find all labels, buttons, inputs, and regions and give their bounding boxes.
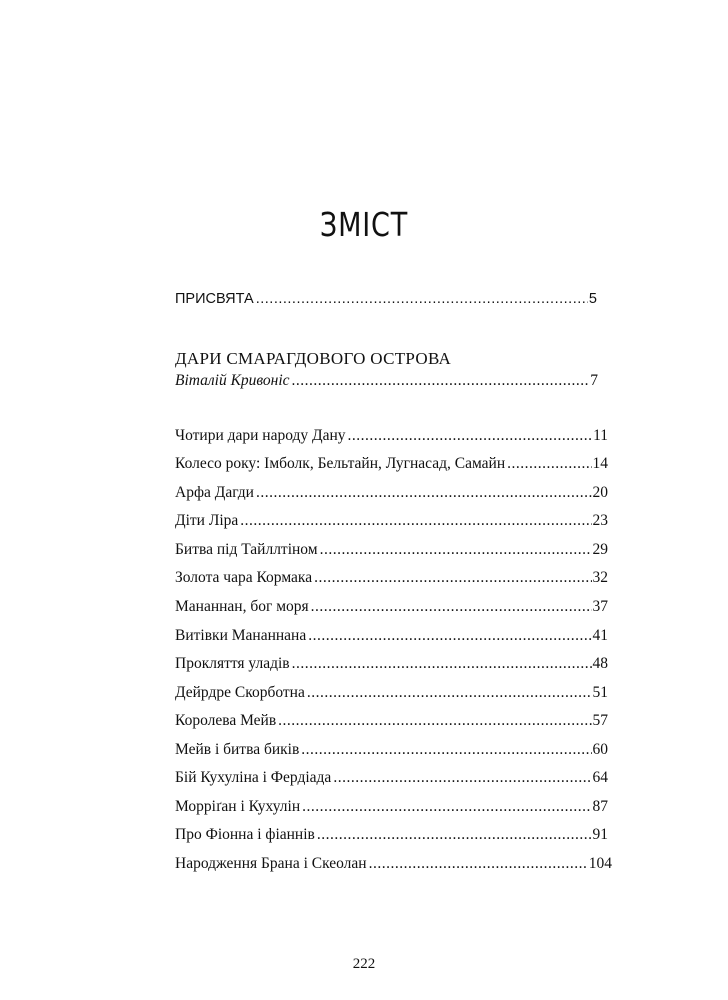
section-author: Віталій Кривоніс [175,372,290,389]
toc-leader-dots [507,452,591,476]
page-number: 222 [352,956,376,972]
toc-leader-dots [301,738,591,762]
toc-entry-section-author [175,369,598,393]
toc-leader-dots [307,681,592,705]
toc-entry-page: 57 [592,712,608,729]
toc-entry [175,681,608,705]
toc-entry [175,538,608,562]
toc-entry-label: Мананнан, бог моря [175,598,309,615]
toc-entry [175,823,608,847]
toc-entry-page: 5 [588,291,597,307]
toc-entry-page: 23 [592,512,608,529]
toc-entry-page: 20 [592,484,608,501]
toc-entry [175,509,608,533]
toc-entry [175,452,608,476]
toc-entry-page: 29 [592,541,608,558]
toc-entry-label: Діти Ліра [175,512,239,529]
toc-entry-page: 14 [592,455,608,472]
toc-leader-dots [311,595,592,619]
toc-entry-dedication [175,287,597,311]
toc-entry-page: 37 [592,598,608,615]
toc-leader-dots [348,424,593,448]
toc-entry [175,595,608,619]
toc-entry [175,652,608,676]
toc-entry-label: ПРИСВЯТА [175,291,254,307]
toc-leader-dots [256,287,588,311]
toc-entry [175,766,608,790]
toc-entry-label: Про Фіонна і фіаннів [175,826,315,843]
toc-entry [175,795,608,819]
toc-entry-page: 32 [592,569,608,586]
toc-leader-dots [256,481,592,505]
toc-entry-page: 48 [592,655,608,672]
toc-entry-label: Мейв і битва биків [175,741,300,758]
toc-entry-page: 7 [590,372,598,389]
page-title: ЗМІСТ [319,205,409,244]
toc-entry-page: 51 [592,684,608,701]
toc-leader-dots [317,823,592,847]
toc-entry-page: 87 [592,798,608,815]
toc-entry-label: Морріґан і Кухулін [175,798,301,815]
toc-entry-label: Арфа Дагди [175,484,254,501]
toc-entry-page: 91 [592,826,608,843]
toc-entry-label: Прокляття уладів [175,655,290,672]
toc-leader-dots [308,624,591,648]
toc-leader-dots [369,852,588,876]
toc-leader-dots [302,795,591,819]
toc-leader-dots [240,509,591,533]
toc-entry [175,566,608,590]
toc-entry [175,624,608,648]
toc-entry-label: Витівки Мананнана [175,627,307,644]
toc-entry-label: Дейрдре Скорботна [175,684,305,701]
toc-entry-page: 11 [593,427,608,444]
toc-entry-page: 41 [592,627,608,644]
toc-entry-label: Королева Мейв [175,712,277,729]
toc-leader-dots [292,652,592,676]
section-heading: ДАРИ СМАРАГДОВОГО ОСТРОВА [175,349,452,368]
toc-entry-label: Битва під Тайллтіном [175,541,318,558]
toc-entry-label: Золота чара Кормака [175,569,313,586]
toc-entry [175,481,608,505]
toc-leader-dots [333,766,591,790]
toc-entry-label: Народження Брана і Скеолан [175,855,367,872]
toc-entry [175,424,608,448]
toc-leader-dots [292,369,590,393]
toc-entry [175,738,608,762]
toc-leader-dots [320,538,592,562]
toc-entry [175,709,608,733]
toc-entry-label: Чотири дари народу Дану [175,427,346,444]
toc-entry-label: Бій Кухуліна і Фердіада [175,769,332,786]
toc-entry-page: 64 [592,769,608,786]
toc-entry-page: 60 [592,741,608,758]
toc-leader-dots [314,566,591,590]
toc-entry-page: 104 [588,855,612,872]
toc-leader-dots [278,709,591,733]
toc-entry-label: Колесо року: Імболк, Бельтайн, Лугнасад, Самайн [175,455,506,472]
toc-entry [175,852,612,876]
